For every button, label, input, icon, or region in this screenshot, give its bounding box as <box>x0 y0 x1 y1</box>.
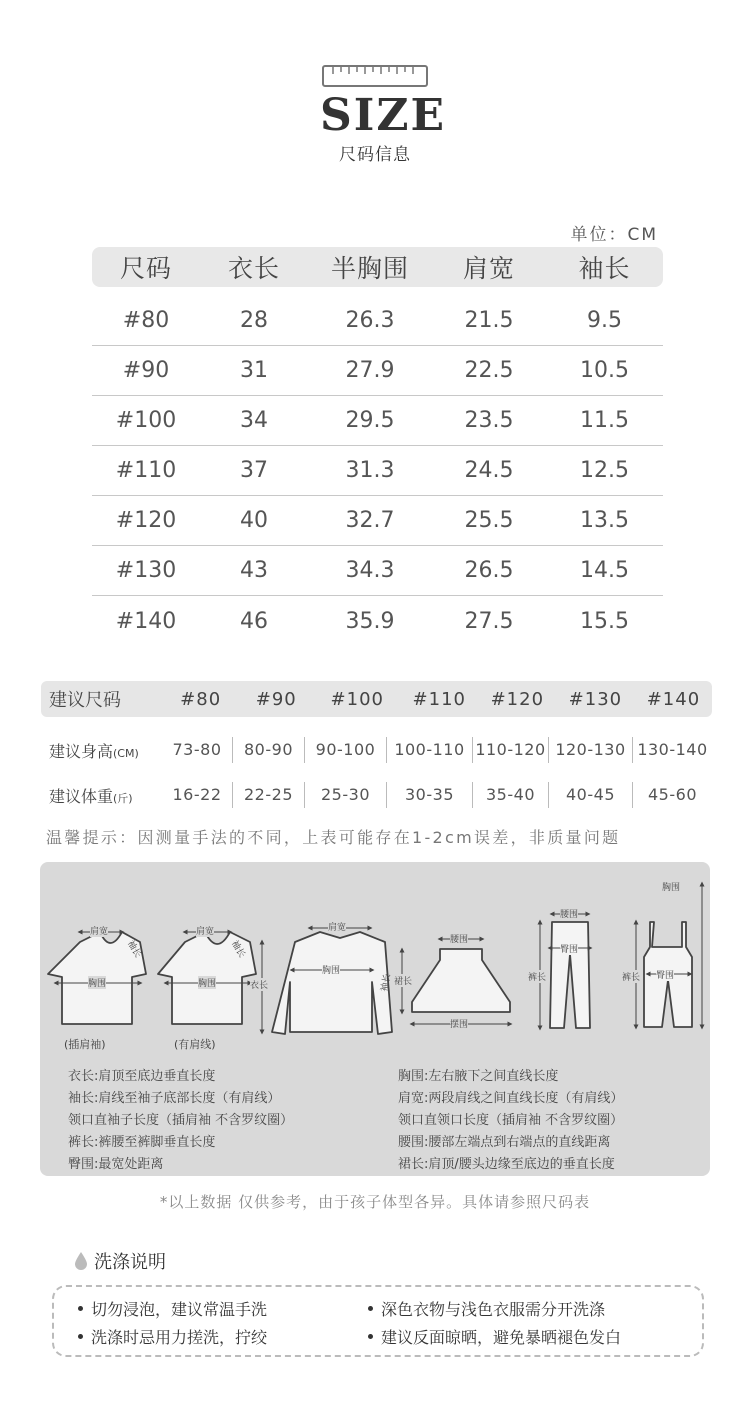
diagram-label: 衣长 <box>250 978 268 991</box>
washing-title-text: 洗涤说明 <box>94 1252 166 1273</box>
recommend-size: #140 <box>646 688 701 710</box>
diagram-label: 肩宽 <box>196 924 214 937</box>
header-cell: 尺码 <box>119 254 172 283</box>
bullet-icon <box>78 1306 83 1311</box>
weight-label <box>41 784 162 807</box>
diagram-label: 裤长 <box>622 970 640 983</box>
table-row <box>92 396 663 446</box>
washing-item <box>368 1325 621 1348</box>
definitions-right <box>398 1066 623 1176</box>
washing-title <box>74 1248 166 1274</box>
tip-text: 温馨提示：因测量手法的不同，上表可能存在1-2cm误差，非质量问题 <box>46 828 621 847</box>
recommend-size: #130 <box>568 688 623 710</box>
weight-cell: 22-25 <box>232 782 304 808</box>
height-cell: 130-140 <box>632 737 712 763</box>
header-cell: 半胸围 <box>330 254 409 283</box>
diagram-label: 肩宽 <box>328 920 346 933</box>
table-cell: 46 <box>240 608 268 634</box>
table-cell: 26.5 <box>464 558 514 583</box>
table-cell: 34.3 <box>345 558 395 583</box>
table-cell: #140 <box>115 608 177 634</box>
weight-cell: 35-40 <box>472 782 548 808</box>
height-cell: 100-110 <box>386 737 472 763</box>
table-cell: #120 <box>115 508 177 533</box>
diagram-label: 胸围 <box>198 976 216 989</box>
definition-line: 肩宽:两段肩线之间直线长度（有肩线） <box>398 1091 624 1106</box>
definition-line: 衣长:肩顶至底边垂直长度 <box>68 1069 216 1084</box>
weight-cell: 25-30 <box>304 782 386 808</box>
size-table <box>92 247 663 646</box>
diagram-caption: (有肩线) <box>174 1038 216 1051</box>
weight-cell: 16-22 <box>172 785 222 804</box>
pants-icon <box>550 922 590 1028</box>
recommend-size: #110 <box>412 688 466 710</box>
height-cell: 120-130 <box>548 737 632 763</box>
garment-illustrations <box>40 862 710 1062</box>
recommend-head-label: 建议尺码 <box>49 690 121 711</box>
size-table-header <box>92 247 663 287</box>
weight-label-text: 建议体重 <box>49 786 114 806</box>
definitions-left <box>68 1066 293 1176</box>
table-row <box>92 446 663 496</box>
diagram-label: 袖长 <box>228 938 247 960</box>
measurement-diagram <box>40 862 710 1176</box>
diagram-label: 腰围 <box>560 907 578 920</box>
recommend-size: #90 <box>255 688 297 710</box>
recommend-weight-row <box>41 782 721 808</box>
diagram-label: 袖长 <box>379 973 393 993</box>
diagram-label: 袖长 <box>124 938 143 960</box>
diagram-label: 臀围 <box>560 942 578 955</box>
table-row <box>92 596 663 646</box>
table-cell: 34 <box>240 408 268 433</box>
height-unit: (CM) <box>113 746 139 760</box>
table-cell: 29.5 <box>345 408 395 433</box>
table-cell: 37 <box>240 458 268 483</box>
diagram-label: 肩宽 <box>90 924 108 937</box>
washing-item <box>78 1325 267 1348</box>
diagram-label: 裙长 <box>394 974 412 987</box>
skirt-icon <box>412 949 510 1012</box>
weight-cell: 45-60 <box>632 782 712 808</box>
height-cell: 73-80 <box>172 740 222 759</box>
definition-line: 袖长:肩线至袖子底部长度（有肩线） <box>68 1091 281 1106</box>
header-cell: 袖长 <box>578 254 631 283</box>
weight-unit: (斤) <box>113 791 133 805</box>
table-cell: 26.3 <box>345 308 395 333</box>
ruler-icon <box>321 62 429 90</box>
bullet-icon <box>78 1334 83 1339</box>
table-cell: 43 <box>240 558 268 583</box>
table-cell: 14.5 <box>580 558 629 583</box>
bullet-icon <box>368 1334 373 1339</box>
table-row <box>92 496 663 546</box>
definition-line: 裙长:肩顶/腰头边缘至底边的垂直长度 <box>398 1157 615 1172</box>
weight-cell: 40-45 <box>548 782 632 808</box>
size-table-body <box>92 296 663 646</box>
definition-line: 臀围:最宽处距离 <box>68 1157 164 1172</box>
page-subtitle: 尺码信息 <box>339 145 411 165</box>
recommend-header <box>41 681 712 717</box>
table-cell: 21.5 <box>464 308 514 333</box>
washing-item-text: 切勿浸泡，建议常温手洗 <box>91 1300 268 1319</box>
table-cell: #100 <box>115 408 177 433</box>
table-row <box>92 296 663 346</box>
size-logo <box>320 62 447 172</box>
table-cell: 25.5 <box>464 508 514 533</box>
diagram-label: 臀围 <box>656 968 674 981</box>
table-cell: 27.9 <box>345 358 395 383</box>
header-cell: 肩宽 <box>462 254 515 283</box>
header-cell: 衣长 <box>227 254 280 283</box>
table-cell: 31 <box>240 358 268 383</box>
recommend-height-row <box>41 737 721 763</box>
recommend-size: #120 <box>490 688 545 710</box>
water-drop-icon <box>74 1251 88 1271</box>
table-cell: 31.3 <box>345 458 395 483</box>
height-cell: 80-90 <box>232 737 304 763</box>
height-label <box>41 739 162 762</box>
height-cell: 110-120 <box>472 737 548 763</box>
table-cell: #90 <box>122 358 170 383</box>
definition-line: 裤长:裤腰至裤脚垂直长度 <box>68 1135 216 1150</box>
diagram-label: 胸围 <box>322 963 340 976</box>
footnote: *以上数据 仅供参考，由于孩子体型各异。具体请参照尺码表 <box>159 1193 591 1211</box>
diagram-label: 摆围 <box>450 1017 468 1030</box>
diagram-label: 裤长 <box>528 970 546 983</box>
definition-line: 领口直袖子长度（插肩袖 不含罗纹圈） <box>68 1113 294 1128</box>
weight-cell: 30-35 <box>386 782 472 808</box>
height-label-text: 建议身高 <box>49 741 114 761</box>
washing-item <box>368 1297 605 1320</box>
diagram-label: 腰围 <box>450 932 468 945</box>
definition-line: 腰围:腰部左端点到右端点的直线距离 <box>398 1135 611 1150</box>
washing-item-text: 洗涤时忌用力搓洗，拧绞 <box>91 1328 268 1347</box>
unit-label: 单位：CM <box>570 225 658 245</box>
jacket-icon <box>272 932 392 1034</box>
table-cell: 28 <box>240 308 268 333</box>
table-cell: 15.5 <box>580 608 629 634</box>
recommend-size: #80 <box>180 688 222 710</box>
definition-line: 领口直领口长度（插肩袖 不含罗纹圈） <box>398 1113 624 1128</box>
height-cell: 90-100 <box>304 737 386 763</box>
table-row <box>92 346 663 396</box>
definition-line: 胸围:左右腋下之间直线长度 <box>398 1069 559 1084</box>
washing-item-text: 深色衣物与浅色衣服需分开洗涤 <box>381 1300 606 1319</box>
table-cell: #80 <box>122 308 170 333</box>
diagram-caption: (插肩袖) <box>64 1038 106 1051</box>
washing-box <box>52 1285 704 1357</box>
table-cell: 32.7 <box>345 508 395 533</box>
table-cell: 12.5 <box>580 458 629 483</box>
table-cell: 11.5 <box>580 408 629 433</box>
table-row <box>92 546 663 596</box>
washing-item-text: 建议反面晾晒，避免暴晒褪色发白 <box>381 1328 622 1347</box>
table-cell: #110 <box>115 458 177 483</box>
table-cell: #130 <box>115 558 177 583</box>
table-cell: 24.5 <box>464 458 514 483</box>
bullet-icon <box>368 1306 373 1311</box>
table-cell: 13.5 <box>580 508 629 533</box>
table-cell: 35.9 <box>345 608 395 634</box>
table-cell: 10.5 <box>580 358 629 383</box>
logo-text: SIZE <box>320 90 447 141</box>
washing-item <box>78 1297 267 1320</box>
table-cell: 23.5 <box>464 408 514 433</box>
table-cell: 22.5 <box>464 358 514 383</box>
diagram-label: 胸围 <box>662 880 680 893</box>
recommend-size: #100 <box>330 688 384 710</box>
table-cell: 27.5 <box>464 608 514 634</box>
diagram-label: 胸围 <box>88 976 106 989</box>
table-cell: 40 <box>240 508 268 533</box>
table-cell: 9.5 <box>587 308 622 333</box>
